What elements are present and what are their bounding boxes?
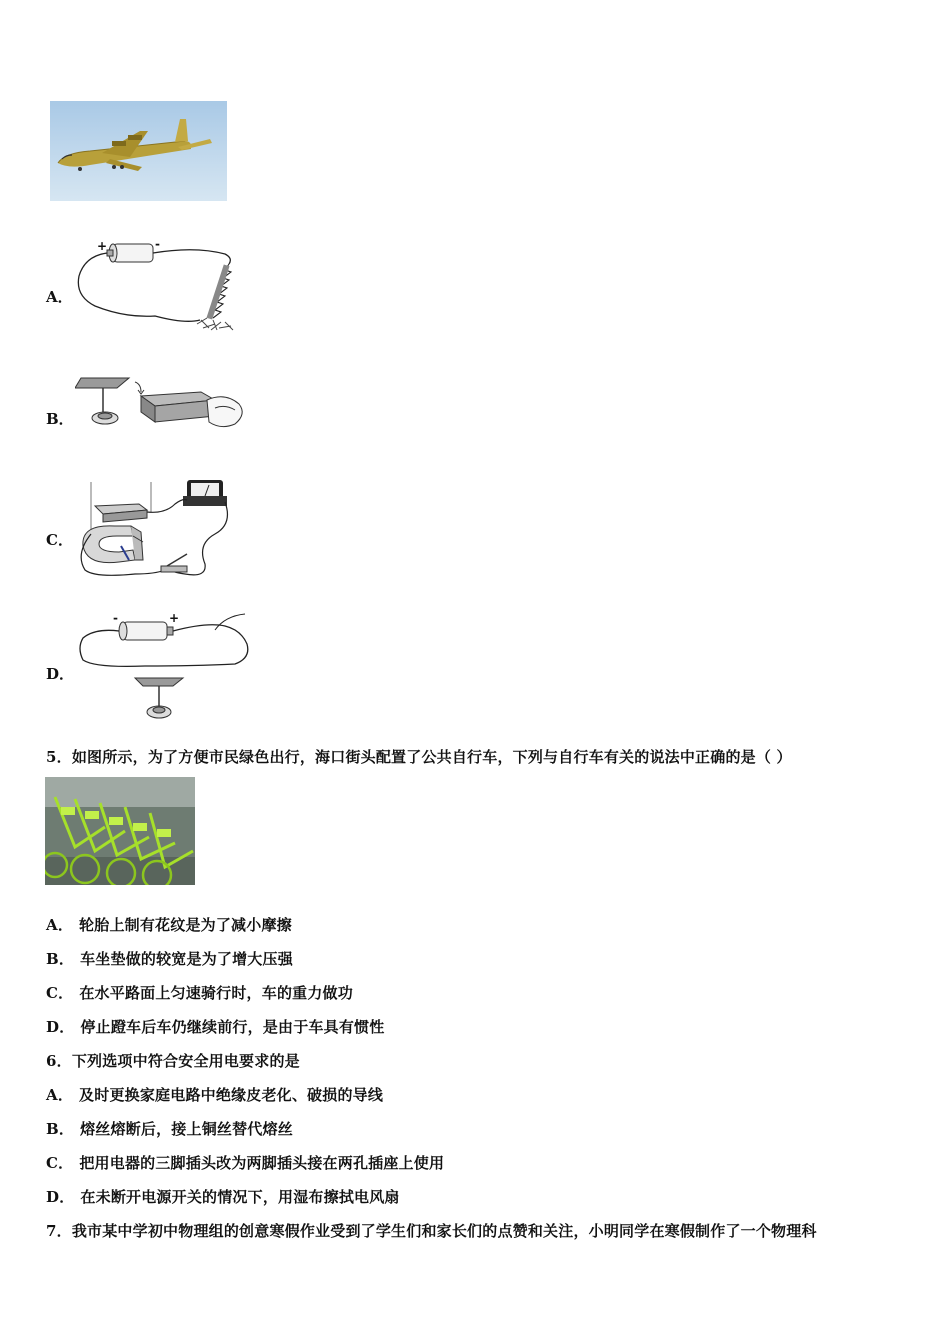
q6-option-d-label: D．	[46, 1188, 75, 1206]
q5-option-b	[46, 948, 293, 969]
q6-option-a	[46, 1084, 383, 1105]
q6-option-a-label: A．	[46, 1086, 74, 1104]
battery-wire-compass-figure	[75, 608, 255, 726]
q5-option-c-text: 在水平路面上匀速骑行时，车的重力做功	[79, 984, 353, 1002]
q5-option-b-text: 车坐垫做的较宽是为了增大压强	[80, 950, 293, 968]
magnet-galvanometer-figure	[75, 474, 235, 582]
q5-option-d-label: D．	[46, 1018, 75, 1036]
q6-option-c	[46, 1152, 444, 1173]
q6-option-c-text: 把用电器的三脚插头改为两脚插头接在两孔插座上使用	[79, 1154, 445, 1172]
q6-option-b-text: 熔丝熔断后，接上铜丝替代熔丝	[80, 1120, 293, 1138]
airplane-photo	[50, 101, 227, 201]
battery-minus-sign: -	[155, 237, 160, 251]
q6-option-d	[46, 1186, 400, 1207]
q6-option-d-text: 在未断开电源开关的情况下，用湿布擦拭电风扇	[80, 1188, 400, 1206]
q6-stem: 6．下列选项中符合安全用电要求的是	[46, 1052, 300, 1070]
q5-option-c	[46, 982, 353, 1003]
q6-option-c-label: C．	[46, 1154, 74, 1172]
q5-option-a-text: 轮胎上制有花纹是为了减小摩擦	[79, 916, 292, 934]
q6-option-b	[46, 1118, 293, 1139]
q7-stem: 7．我市某中学初中物理组的创意寒假作业受到了学生们和家长们的点赞和关注，小明同学在寒假制作了一个物理科	[46, 1222, 817, 1240]
q4-option-a-label: A．	[46, 288, 73, 306]
battery-plus-sign: +	[97, 239, 108, 253]
q5-option-a	[46, 914, 292, 935]
d-battery-minus-sign: -	[113, 611, 118, 625]
compass-magnet-figure	[75, 374, 250, 436]
q5-option-a-label: A．	[46, 916, 74, 934]
q5-stem: 5．如图所示，为了方便市民绿色出行，海口街头配置了公共自行车，下列与自行车有关的说法中正确的是（ ）	[46, 748, 792, 766]
q4-option-d-label: D．	[46, 665, 75, 683]
battery-coil-nails-figure	[75, 236, 245, 336]
q4-option-c-label: C．	[46, 531, 73, 549]
q5-option-d-text: 停止蹬车后车仍继续前行，是由于车具有惯性	[80, 1018, 385, 1036]
bicycles-photo	[45, 777, 195, 885]
q6-option-a-text: 及时更换家庭电路中绝缘皮老化、破损的导线	[79, 1086, 384, 1104]
q4-option-b-label: B．	[46, 410, 74, 428]
q5-option-d	[46, 1016, 384, 1037]
q5-option-c-label: C．	[46, 984, 74, 1002]
d-battery-plus-sign: +	[169, 611, 180, 625]
q5-option-b-label: B．	[46, 950, 75, 968]
q6-option-b-label: B．	[46, 1120, 75, 1138]
